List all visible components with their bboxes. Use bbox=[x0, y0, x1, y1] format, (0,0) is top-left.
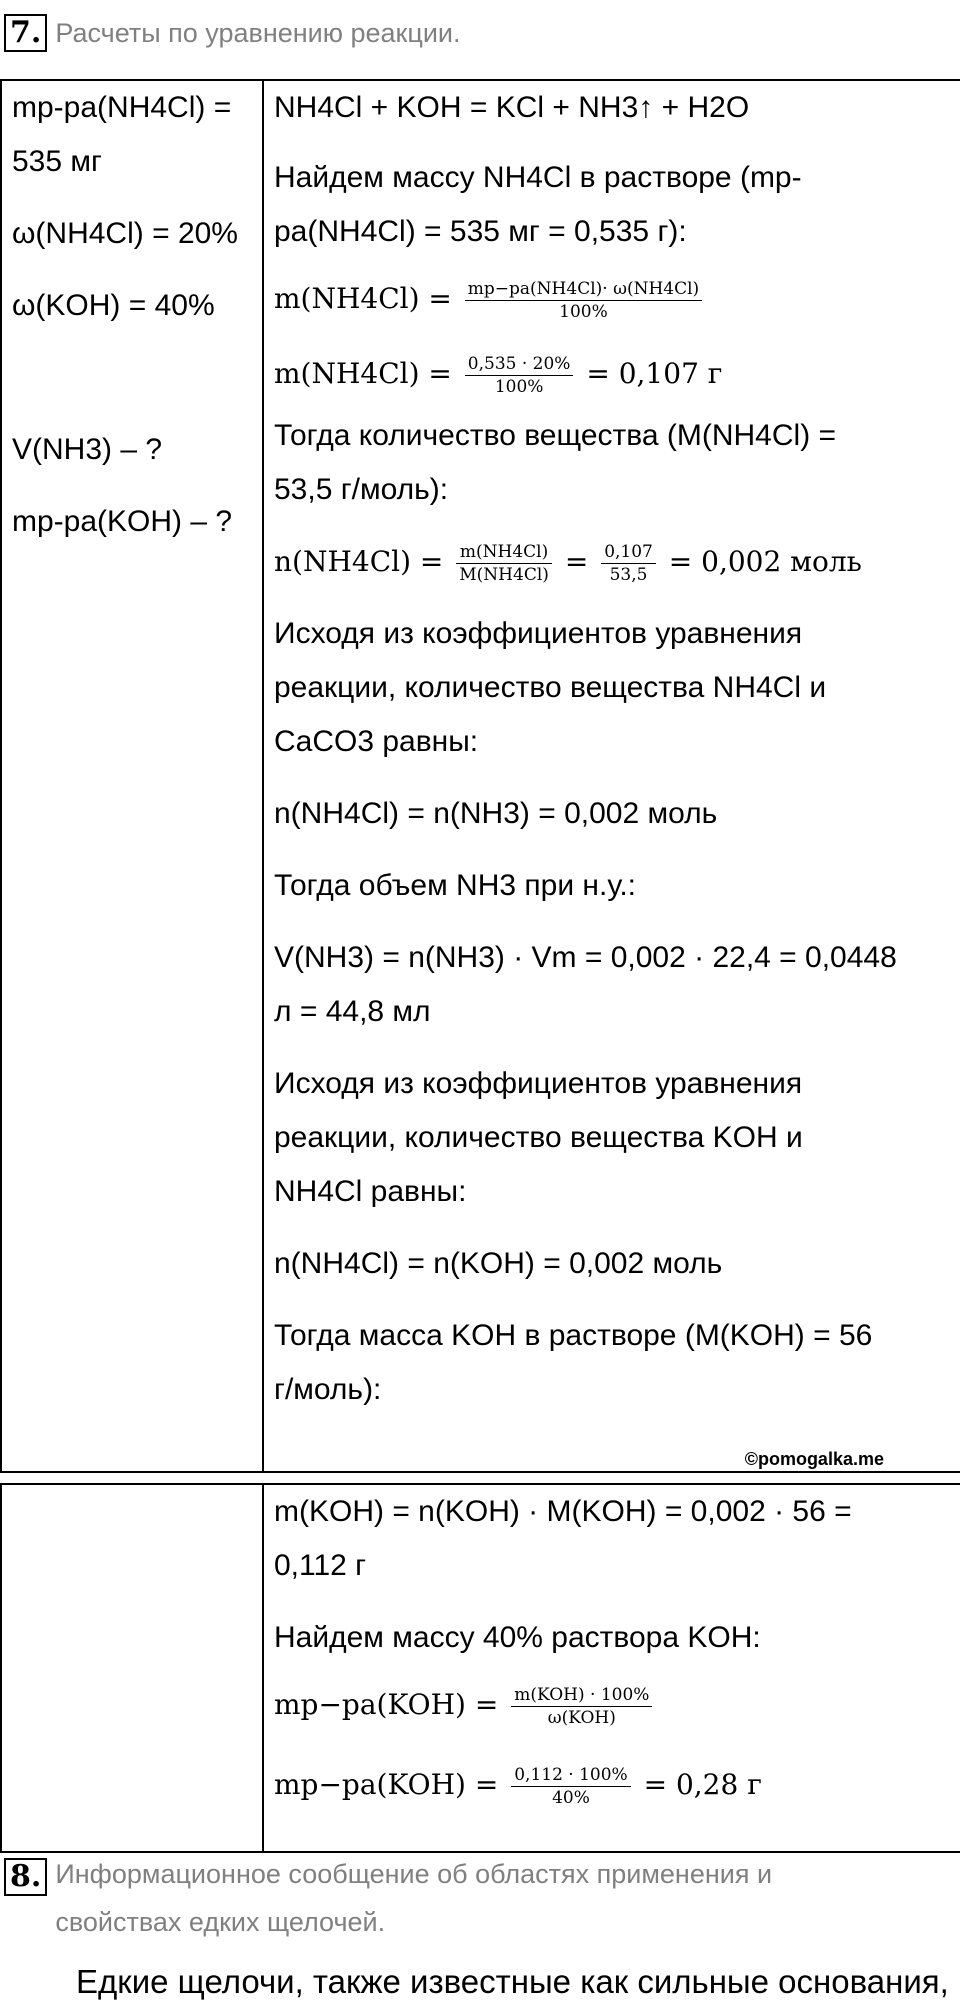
task-number: 7. bbox=[4, 14, 47, 52]
fraction bbox=[511, 1764, 630, 1809]
formula-left: n(NH4Cl) = bbox=[274, 545, 444, 578]
reaction-equation: NH4Cl + KOH = KCl + NH3↑ + H2O bbox=[274, 91, 750, 124]
numerator: m(KOH) · 100% bbox=[511, 1684, 652, 1707]
formula-left: m(NH4Cl) = bbox=[274, 282, 452, 315]
given-column-empty bbox=[1, 1484, 263, 1852]
text-line: Исходя из коэффициентов уравнения bbox=[274, 1067, 803, 1100]
text-line: л = 44,8 мл bbox=[274, 995, 431, 1028]
text-line: Исходя из коэффициентов уравнения bbox=[274, 617, 803, 650]
fraction bbox=[511, 1684, 652, 1729]
denominator: 100% bbox=[559, 302, 608, 322]
task-7-header bbox=[4, 14, 461, 52]
text-line: г/моль): bbox=[274, 1373, 382, 1406]
denominator: ω(KOH) bbox=[547, 1708, 616, 1728]
text-line: Тогда объем NH3 при н.у.: bbox=[274, 869, 636, 902]
solution-table-1 bbox=[0, 79, 960, 1473]
denominator: M(NH4Cl) bbox=[459, 565, 549, 585]
numerator: m(NH4Cl) bbox=[456, 541, 552, 564]
text-line: m(KOH) = n(KOH) · M(KOH) = 0,002 · 56 = bbox=[274, 1495, 852, 1528]
text-line: n(NH4Cl) = n(NH3) = 0,002 моль bbox=[274, 797, 718, 830]
text-line: Тогда масса KOH в растворе (M(KOH) = 56 bbox=[274, 1319, 873, 1352]
numerator: 0,112 · 100% bbox=[511, 1764, 630, 1787]
task-8-header bbox=[4, 1858, 904, 1946]
formula-left: mр−ра(KOH) = bbox=[274, 1688, 499, 1721]
text-line: 0,112 г bbox=[274, 1549, 367, 1582]
formula-left: mр−ра(KOH) = bbox=[274, 1768, 499, 1801]
text-line: CaCO3 равны: bbox=[274, 725, 479, 758]
numerator: 0,535 · 20% bbox=[465, 353, 574, 376]
numerator: 0,107 bbox=[601, 541, 656, 564]
formula-right: = 0,002 моль bbox=[668, 545, 862, 578]
watermark: ©pomogalka.me bbox=[744, 1449, 884, 1469]
formula-right: = 0,28 г bbox=[643, 1768, 762, 1801]
formula-amount bbox=[274, 517, 954, 607]
text-line: ра(NH4Cl) = 535 мг = 0,535 г): bbox=[274, 215, 687, 248]
numerator: mр−ра(NH4Cl)· ω(NH4Cl) bbox=[465, 278, 702, 301]
given-line: 535 мг bbox=[12, 145, 102, 178]
task-title: Информационное сообщение об областях применения и свойствах едких щелочей. bbox=[55, 1859, 773, 1937]
formula-mass-general bbox=[274, 259, 954, 339]
paragraph-text: Едкие щелочи, также известные как сильные основания, bbox=[76, 1963, 949, 2000]
solution-column bbox=[263, 1484, 960, 1852]
given-line bbox=[12, 351, 252, 405]
formula-solution-mass-general bbox=[274, 1665, 954, 1745]
text-line: NH4Cl равны: bbox=[274, 1175, 467, 1208]
formula-mass-value bbox=[274, 339, 954, 409]
task-title: Расчеты по уравнению реакции. bbox=[55, 18, 461, 48]
denominator: 100% bbox=[494, 377, 544, 397]
text-line: Тогда количество вещества (M(NH4Cl) = bbox=[274, 419, 837, 452]
solution-table-2 bbox=[0, 1483, 960, 1853]
fraction bbox=[465, 278, 702, 323]
text-line: Найдем массу NH4Cl в растворе (mр- bbox=[274, 161, 802, 194]
denominator: 40% bbox=[552, 1788, 590, 1808]
text-line: V(NH3) = n(NH3) · Vm = 0,002 · 22,4 = 0,0448 bbox=[274, 941, 897, 974]
formula-solution-mass-value bbox=[274, 1745, 954, 1825]
given-line: mр-ра(NH4Cl) = bbox=[12, 91, 232, 124]
denominator: 53,5 bbox=[609, 565, 648, 585]
given-column bbox=[1, 80, 263, 1472]
text-line: Найдем массу 40% раствора KOH: bbox=[274, 1621, 761, 1654]
text-line: реакции, количество вещества NH4Cl и bbox=[274, 671, 827, 704]
given-line: ω(NH4Cl) = 20% bbox=[12, 217, 238, 250]
text-line: реакции, количество вещества KOH и bbox=[274, 1121, 803, 1154]
given-line: ω(KOH) = 40% bbox=[12, 289, 215, 322]
text-line: 53,5 г/моль): bbox=[274, 473, 449, 506]
formula-left: m(NH4Cl) = bbox=[274, 357, 452, 390]
fraction bbox=[465, 353, 574, 398]
text-line: n(NH4Cl) = n(KOH) = 0,002 моль bbox=[274, 1247, 723, 1280]
equals-sign: = bbox=[564, 545, 589, 578]
solution-column bbox=[263, 80, 960, 1472]
formula-right: = 0,107 г bbox=[586, 357, 723, 390]
given-line: mр-ра(KOH) – ? bbox=[12, 505, 233, 538]
task-number: 8. bbox=[4, 1858, 47, 1896]
given-line: V(NH3) – ? bbox=[12, 433, 163, 466]
fraction bbox=[456, 541, 552, 586]
fraction bbox=[601, 541, 656, 586]
